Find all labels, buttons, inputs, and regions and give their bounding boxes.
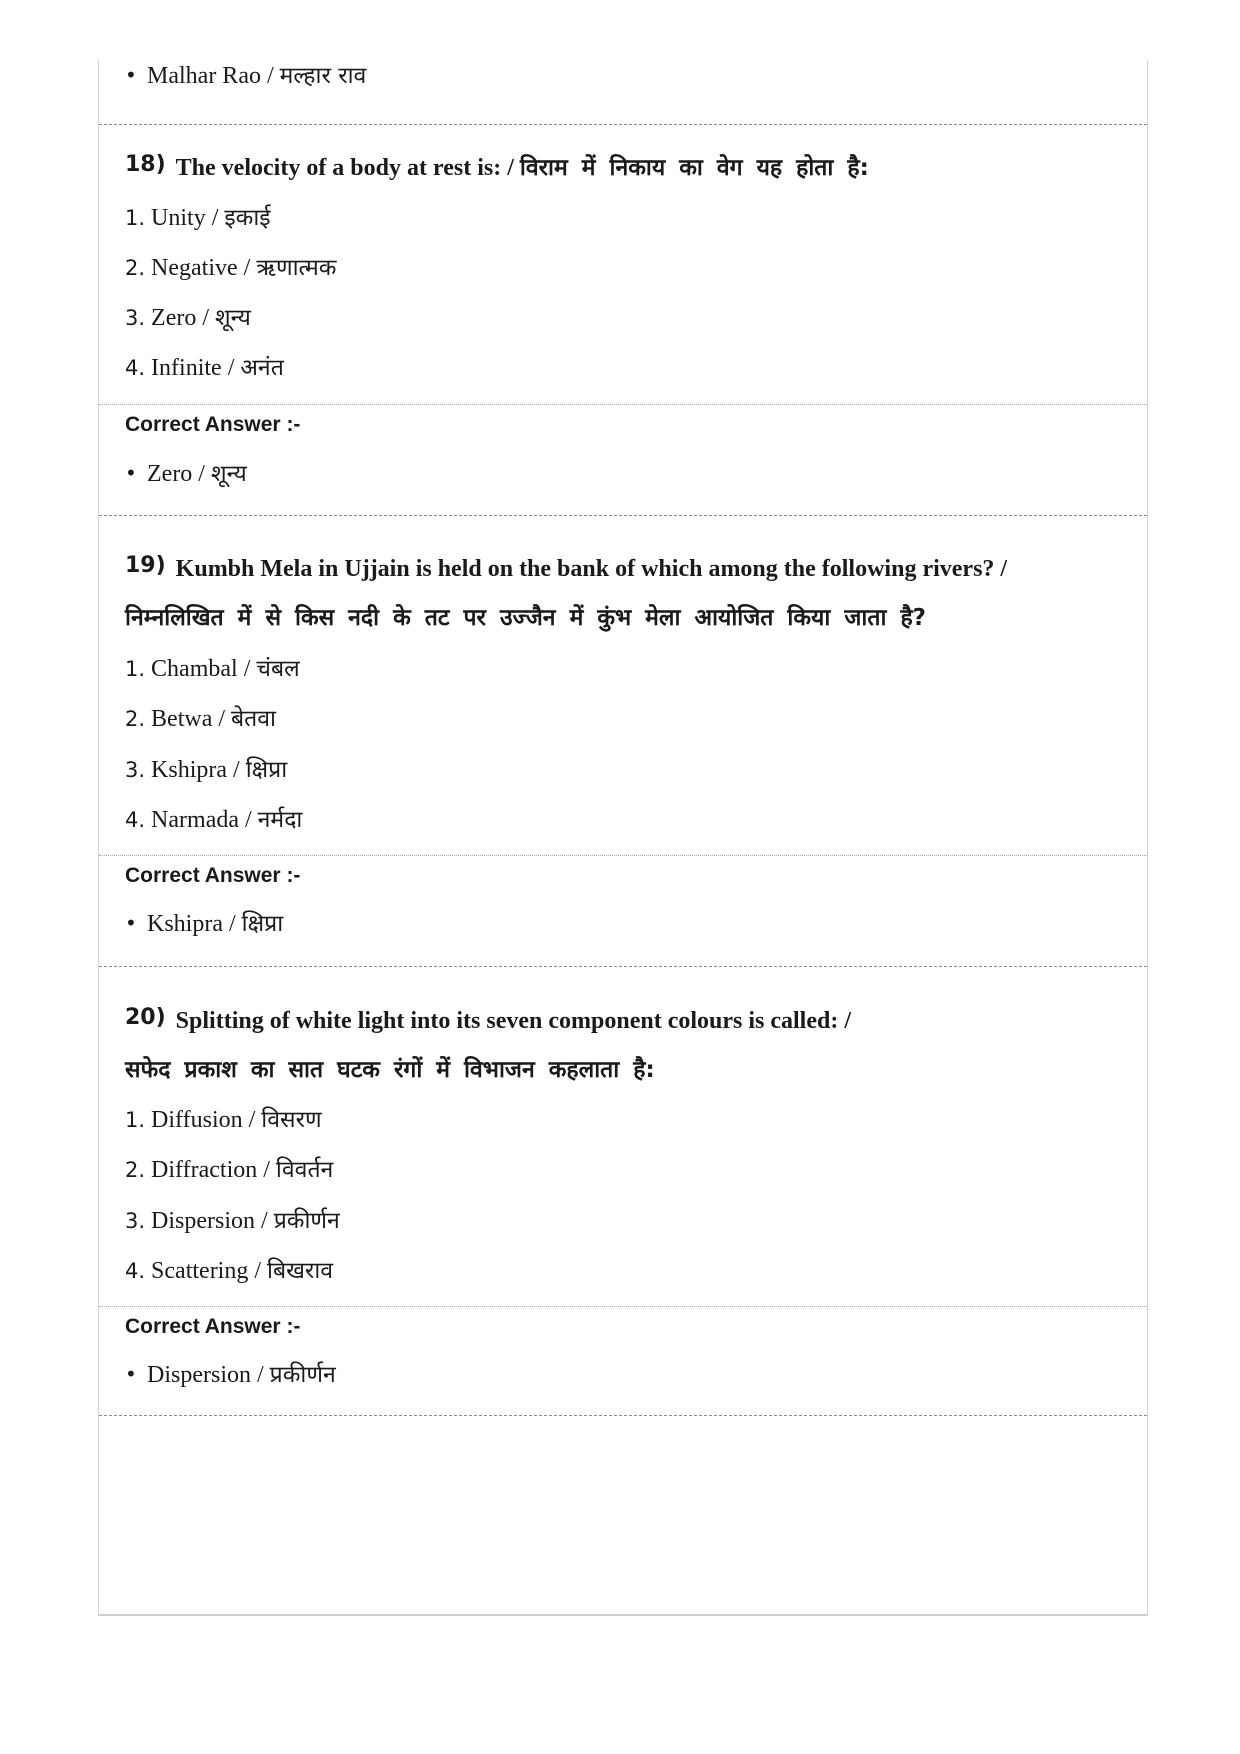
q18-hindi: विराम में निकाय का वेग यह होता है: xyxy=(519,155,869,181)
option-number: 4. xyxy=(125,356,146,380)
q20-option-3 xyxy=(125,1206,340,1236)
q19-text: Kumbh Mela in Ujjain is held on the bank of which among the following rivers? / xyxy=(175,556,1008,582)
answer-hindi: शून्य xyxy=(210,461,247,487)
prev-answer-text: Malhar Rao / xyxy=(147,63,274,89)
q19-correct-answer-label: Correct Answer :- xyxy=(125,864,301,887)
option-number: 1. xyxy=(125,657,146,681)
option-text: Diffusion / xyxy=(151,1107,256,1133)
bullet: • xyxy=(125,1362,137,1386)
answer-hindi: प्रकीर्णन xyxy=(269,1362,336,1388)
q18-text: The velocity of a body at rest is: / xyxy=(175,155,514,181)
option-text: Narmada / xyxy=(151,807,252,833)
bullet: • xyxy=(125,461,137,485)
answer-text: Zero / xyxy=(147,461,205,487)
option-number: 1. xyxy=(125,206,146,230)
option-hindi: बेतवा xyxy=(231,706,277,732)
option-number: 1. xyxy=(125,1108,146,1132)
option-hindi: इकाई xyxy=(224,205,271,231)
q19-option-4 xyxy=(125,805,302,835)
q20-number: 20) xyxy=(125,1005,166,1030)
q18-stem xyxy=(125,153,869,184)
question-divider xyxy=(99,515,1147,516)
q19-option-1 xyxy=(125,654,300,684)
option-text: Chambal / xyxy=(151,656,251,682)
option-hindi: क्षिप्रा xyxy=(245,757,288,783)
option-hindi: ऋणात्मक xyxy=(256,255,337,281)
bullet: • xyxy=(125,911,137,935)
q20-stem-hindi xyxy=(125,1055,655,1085)
q19-stem xyxy=(125,554,1007,585)
option-number: 4. xyxy=(125,808,146,832)
answer-text: Dispersion / xyxy=(147,1362,264,1388)
q18-correct-answer-label: Correct Answer :- xyxy=(125,413,301,436)
question-divider xyxy=(99,124,1147,125)
option-text: Diffraction / xyxy=(151,1157,270,1183)
q18-option-4 xyxy=(125,353,284,383)
q19-hindi: निम्नलिखित में से किस नदी के तट पर उज्जैन में कुंभ मेला आयोजित किया जाता है? xyxy=(125,605,927,631)
option-text: Kshipra / xyxy=(151,757,240,783)
option-number: 3. xyxy=(125,306,146,330)
answer-hindi: क्षिप्रा xyxy=(241,911,284,937)
answer-divider xyxy=(99,855,1147,856)
option-number: 2. xyxy=(125,1158,146,1182)
prev-answer xyxy=(125,60,366,91)
q20-option-1 xyxy=(125,1105,322,1135)
answer-text: Kshipra / xyxy=(147,911,236,937)
option-hindi: नर्मदा xyxy=(257,807,303,833)
option-hindi: विवर्तन xyxy=(275,1157,334,1183)
q19-stem-hindi xyxy=(125,603,926,633)
option-text: Scattering / xyxy=(151,1258,262,1284)
q19-number: 19) xyxy=(125,553,166,578)
option-hindi: अनंत xyxy=(240,355,284,381)
option-hindi: चंबल xyxy=(256,656,300,682)
option-hindi: प्रकीर्णन xyxy=(273,1208,340,1234)
bullet: • xyxy=(125,63,137,87)
q18-option-3 xyxy=(125,303,251,333)
q20-correct-answer-label: Correct Answer :- xyxy=(125,1315,301,1338)
q18-option-1 xyxy=(125,203,271,233)
q20-text: Splitting of white light into its seven component colours is called: / xyxy=(175,1008,852,1034)
prev-answer-hindi: मल्हार राव xyxy=(279,63,367,89)
question-sheet xyxy=(98,60,1148,1616)
q18-number: 18) xyxy=(125,152,166,177)
option-number: 2. xyxy=(125,707,146,731)
q18-correct-answer xyxy=(125,458,247,489)
option-hindi: विसरण xyxy=(261,1107,322,1133)
q19-correct-answer xyxy=(125,908,283,939)
q20-hindi: सफेद प्रकाश का सात घटक रंगों में विभाजन कहलाता है: xyxy=(125,1057,655,1083)
question-divider xyxy=(99,1415,1147,1416)
option-number: 4. xyxy=(125,1259,146,1283)
q19-option-3 xyxy=(125,755,287,785)
option-number: 3. xyxy=(125,758,146,782)
answer-divider xyxy=(99,404,1147,405)
option-text: Dispersion / xyxy=(151,1208,268,1234)
q20-correct-answer xyxy=(125,1359,336,1390)
q20-stem xyxy=(125,1006,851,1037)
q19-option-2 xyxy=(125,704,276,734)
option-text: Infinite / xyxy=(151,355,235,381)
option-number: 2. xyxy=(125,256,146,280)
q18-option-2 xyxy=(125,253,336,283)
option-number: 3. xyxy=(125,1209,146,1233)
option-text: Negative / xyxy=(151,255,251,281)
q20-option-2 xyxy=(125,1155,333,1185)
option-text: Unity / xyxy=(151,205,219,231)
option-text: Betwa / xyxy=(151,706,226,732)
answer-divider xyxy=(99,1306,1147,1307)
question-divider xyxy=(99,966,1147,967)
option-hindi: शून्य xyxy=(215,305,251,331)
option-hindi: बिखराव xyxy=(267,1258,334,1284)
q20-option-4 xyxy=(125,1256,333,1286)
option-text: Zero / xyxy=(151,305,210,331)
